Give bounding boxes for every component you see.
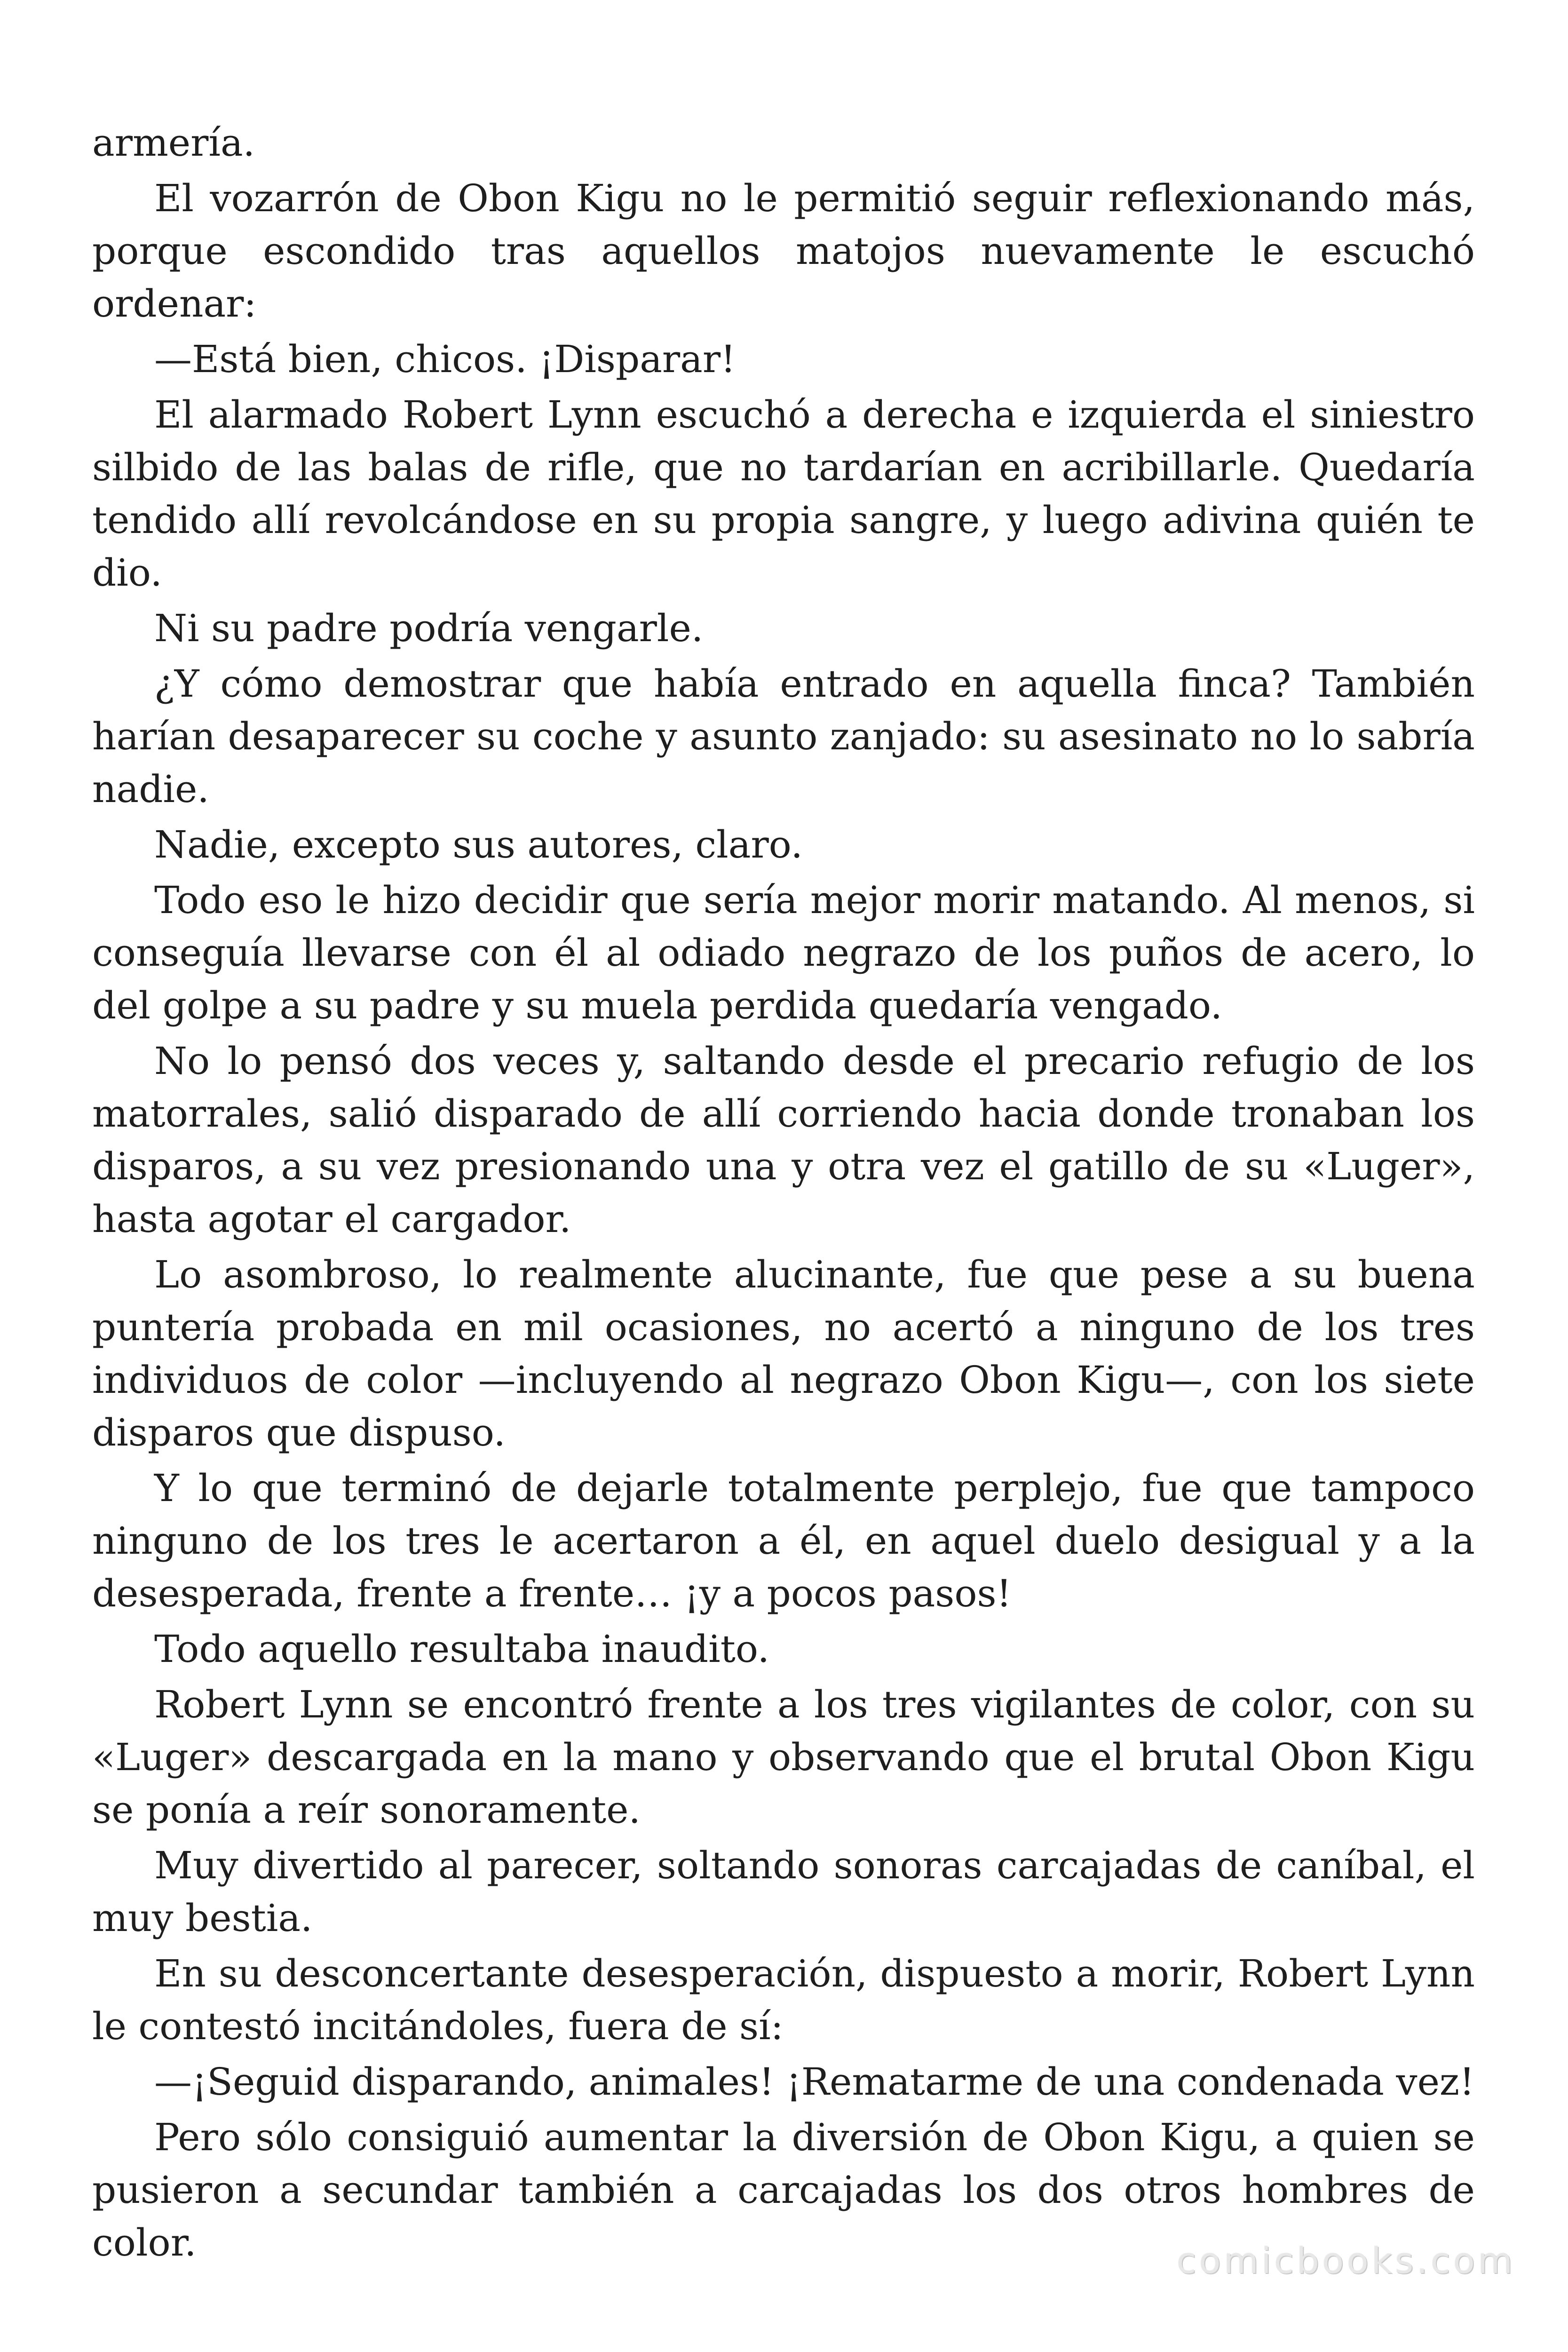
paragraph: En su desconcertante desesperación, dispuesto a morir, Robert Lynn le contestó incitándoles, fuera de sí: [92, 1952, 1475, 2048]
paragraph: Lo asombroso, lo realmente alucinante, fue que pese a su buena puntería probada en mil ocasiones, no acertó a ninguno de los tres individuos de color —incluyendo al negrazo Obon Kigu—, con los siete disparos que dispuso. [92, 1253, 1475, 1454]
paragraph: Ni su padre podría vengarle. [154, 606, 704, 650]
paragraph: No lo pensó dos veces y, saltando desde el precario refugio de los matorrales, salió disparado de allí corriendo hacia donde tronaban los disparos, a su vez presionando una y otra vez el gatillo de su «Luger», hasta agotar el cargador. [92, 1039, 1475, 1241]
paragraph: El alarmado Robert Lynn escuchó a derecha e izquierda el siniestro silbido de las balas de rifle, que no tardarían en acribillarle. Quedaría tendido allí revolcándose en su propia sangre, y luego adivina quién te dio. [92, 393, 1475, 595]
paragraph: Todo eso le hizo decidir que sería mejor morir matando. Al menos, si conseguía llevarse con él al odiado negrazo de los puños de acero, lo del golpe a su padre y su muela perdida quedaría vengado. [92, 878, 1475, 1027]
paragraph: Nadie, excepto sus autores, claro. [154, 823, 803, 866]
paragraph: ¿Y cómo demostrar que había entrado en aquella finca? También harían desaparecer su coche y asunto zanjado: su asesinato no lo sabría nadie. [92, 662, 1475, 811]
paragraph: Todo aquello resultaba inaudito. [154, 1627, 770, 1671]
paragraph: armería. [92, 121, 255, 165]
page-body-text [92, 117, 1475, 2272]
paragraph: El vozarrón de Obon Kigu no le permitió seguir reflexionando más, porque escondido tras aquellos matojos nuevamente le escuchó ordenar: [92, 176, 1475, 326]
watermark-text: comicbooks.com [1176, 2240, 1515, 2281]
paragraph: Y lo que terminó de dejarle totalmente perplejo, fue que tampoco ninguno de los tres le acertaron a él, en aquel duelo desigual y a la desesperada, frente a frente… ¡y a pocos pasos! [92, 1466, 1475, 1615]
paragraph: Pero sólo consiguió aumentar la diversión de Obon Kigu, a quien se pusieron a secundar también a carcajadas los dos otros hombres de color. [92, 2115, 1475, 2265]
paragraph: Robert Lynn se encontró frente a los tres vigilantes de color, con su «Luger» descargada en la mano y observando que el brutal Obon Kigu se ponía a reír sonoramente. [92, 1683, 1475, 1832]
paragraph: —Está bien, chicos. ¡Disparar! [154, 337, 736, 381]
paragraph: Muy divertido al parecer, soltando sonoras carcajadas de caníbal, el muy bestia. [92, 1843, 1475, 1940]
paragraph: —¡Seguid disparando, animales! ¡Rematarme de una condenada vez! [154, 2060, 1475, 2104]
